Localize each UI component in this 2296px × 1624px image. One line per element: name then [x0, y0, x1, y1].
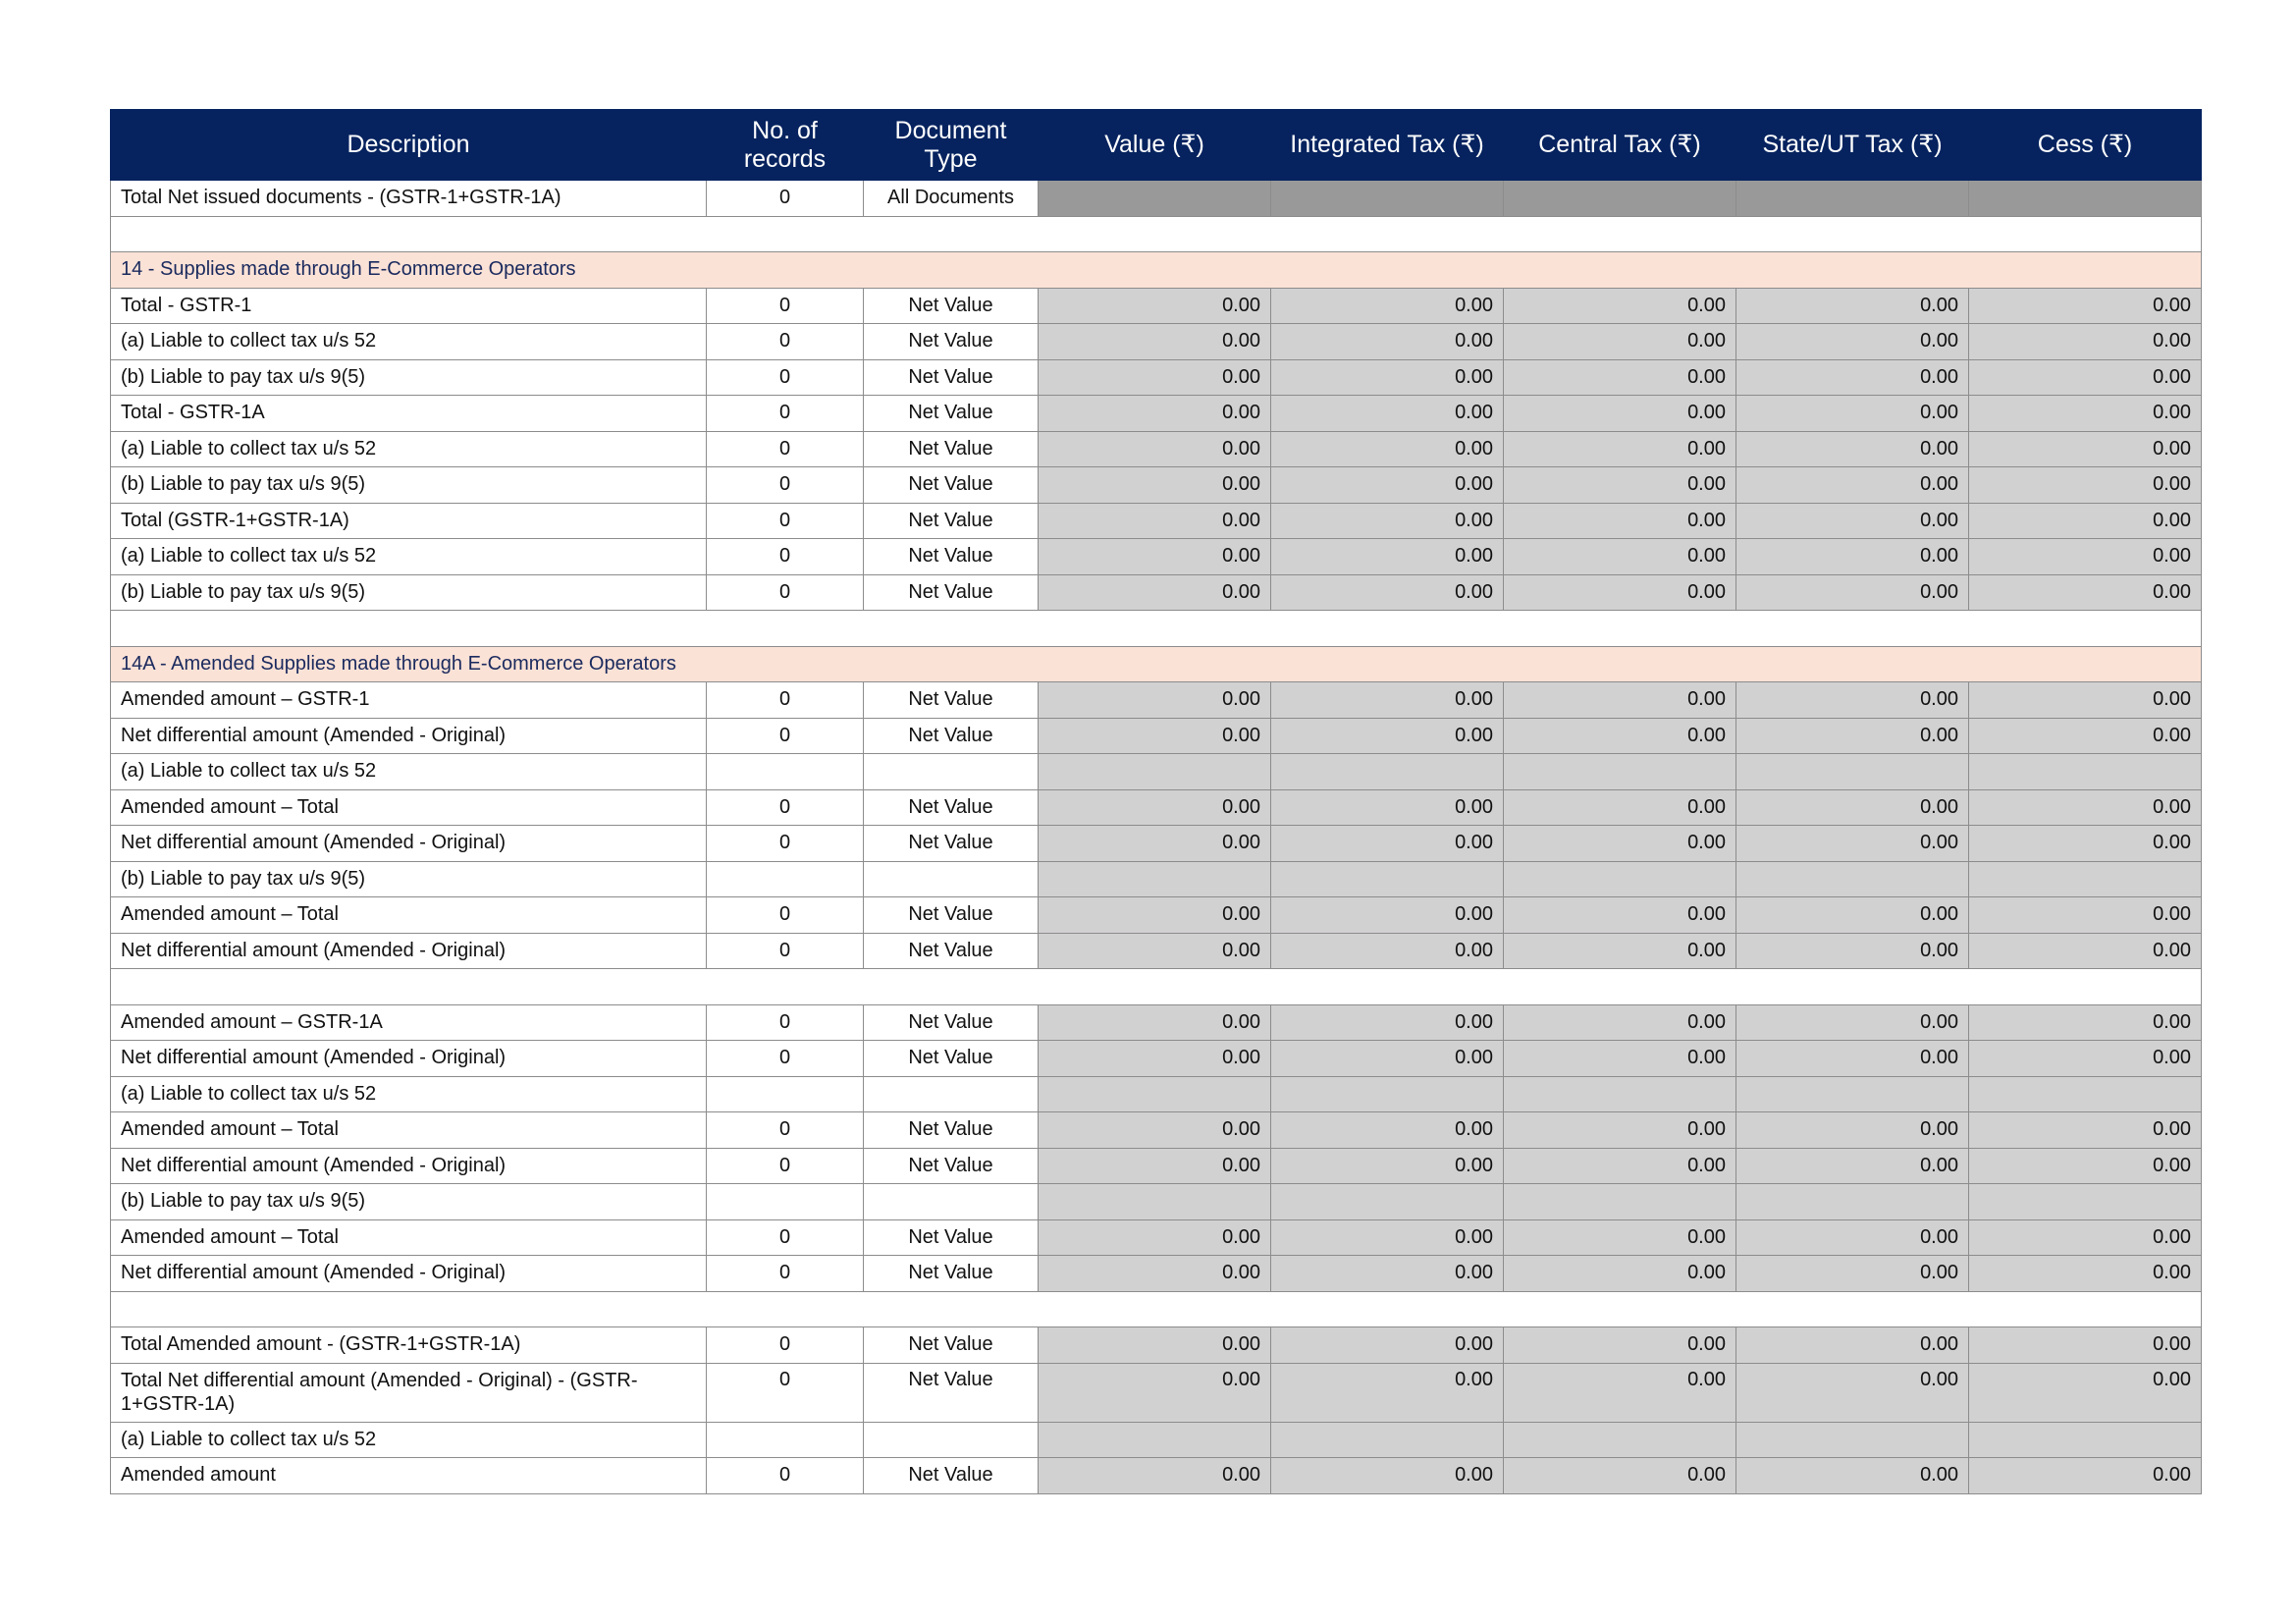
- row-central-tax: 0.00: [1504, 1327, 1736, 1364]
- row-state-ut-tax: [1736, 861, 1969, 897]
- row-integrated-tax: 0.00: [1271, 1148, 1504, 1184]
- row-state-ut-tax: 0.00: [1736, 1041, 1969, 1077]
- table-row: [111, 861, 2202, 897]
- row-records: 0: [707, 539, 864, 575]
- row-value: 0.00: [1039, 539, 1271, 575]
- row-value: 0.00: [1039, 1458, 1271, 1494]
- spacer-row: [111, 611, 2202, 647]
- row-document-type: [864, 1076, 1039, 1112]
- row-integrated-tax: 0.00: [1271, 359, 1504, 396]
- row-document-type: Net Value: [864, 789, 1039, 826]
- row-state-ut-tax: 0.00: [1736, 1219, 1969, 1256]
- row-records: 0: [707, 1112, 864, 1149]
- row-state-ut-tax: 0.00: [1736, 1327, 1969, 1364]
- row-description: Total Amended amount - (GSTR-1+GSTR-1A): [111, 1327, 707, 1364]
- row-description: Amended amount – Total: [111, 1219, 707, 1256]
- row-cess: 0.00: [1969, 1363, 2202, 1422]
- row-value: 0.00: [1039, 789, 1271, 826]
- row-central-tax: 0.00: [1504, 1219, 1736, 1256]
- row-integrated-tax: 0.00: [1271, 1041, 1504, 1077]
- row-central-tax: 0.00: [1504, 431, 1736, 467]
- row-value: 0.00: [1039, 396, 1271, 432]
- row-cess: 0.00: [1969, 826, 2202, 862]
- row-description: Amended amount – GSTR-1: [111, 682, 707, 719]
- row-state-ut-tax: 0.00: [1736, 897, 1969, 934]
- row-value: 0.00: [1039, 324, 1271, 360]
- row-value: 0.00: [1039, 574, 1271, 611]
- row-value: 0.00: [1039, 682, 1271, 719]
- row-records: 0: [707, 826, 864, 862]
- row-records: 0: [707, 1004, 864, 1041]
- row-description: Total - GSTR-1A: [111, 396, 707, 432]
- row-state-ut-tax: 0.00: [1736, 1363, 1969, 1422]
- row-integrated-tax: 0.00: [1271, 933, 1504, 969]
- row-description: Net differential amount (Amended - Original): [111, 826, 707, 862]
- row-integrated-tax: 0.00: [1271, 1256, 1504, 1292]
- row-state-ut-tax: 0.00: [1736, 933, 1969, 969]
- row-description: (a) Liable to collect tax u/s 52: [111, 324, 707, 360]
- row-document-type: Net Value: [864, 467, 1039, 504]
- row-value: 0.00: [1039, 1327, 1271, 1364]
- table-row: [111, 1112, 2202, 1149]
- row-document-type: [864, 754, 1039, 790]
- table-row: [111, 288, 2202, 324]
- table-row: [111, 1041, 2202, 1077]
- row-central-tax: [1504, 1076, 1736, 1112]
- row-central-tax: 0.00: [1504, 574, 1736, 611]
- row-cess: [1969, 1422, 2202, 1458]
- row-central-tax: 0.00: [1504, 1256, 1736, 1292]
- row-description: Total (GSTR-1+GSTR-1A): [111, 503, 707, 539]
- row-document-type: Net Value: [864, 1148, 1039, 1184]
- row-cess: 0.00: [1969, 467, 2202, 504]
- row-central-tax: 0.00: [1504, 359, 1736, 396]
- row-integrated-tax: 0.00: [1271, 396, 1504, 432]
- row-state-ut-tax: [1736, 181, 1969, 217]
- row-description: (a) Liable to collect tax u/s 52: [111, 539, 707, 575]
- row-central-tax: 0.00: [1504, 1041, 1736, 1077]
- row-state-ut-tax: [1736, 1422, 1969, 1458]
- table-row: [111, 324, 2202, 360]
- row-integrated-tax: 0.00: [1271, 503, 1504, 539]
- row-records: 0: [707, 718, 864, 754]
- row-value: [1039, 861, 1271, 897]
- row-cess: 0.00: [1969, 1148, 2202, 1184]
- row-cess: 0.00: [1969, 682, 2202, 719]
- row-integrated-tax: 0.00: [1271, 324, 1504, 360]
- row-cess: 0.00: [1969, 574, 2202, 611]
- spacer-row: [111, 969, 2202, 1005]
- table-row: [111, 933, 2202, 969]
- row-integrated-tax: 0.00: [1271, 789, 1504, 826]
- row-integrated-tax: 0.00: [1271, 574, 1504, 611]
- row-description: Amended amount – GSTR-1A: [111, 1004, 707, 1041]
- row-description: (b) Liable to pay tax u/s 9(5): [111, 467, 707, 504]
- row-description: (a) Liable to collect tax u/s 52: [111, 1076, 707, 1112]
- row-records: [707, 1184, 864, 1220]
- row-document-type: Net Value: [864, 1458, 1039, 1494]
- table-row: [111, 789, 2202, 826]
- row-document-type: All Documents: [864, 181, 1039, 217]
- row-state-ut-tax: 0.00: [1736, 1004, 1969, 1041]
- spacer-cell: [111, 969, 2202, 1005]
- row-central-tax: 0.00: [1504, 826, 1736, 862]
- row-integrated-tax: 0.00: [1271, 897, 1504, 934]
- row-cess: 0.00: [1969, 324, 2202, 360]
- row-value: 0.00: [1039, 1041, 1271, 1077]
- row-description: Net differential amount (Amended - Original): [111, 718, 707, 754]
- row-value: 0.00: [1039, 1256, 1271, 1292]
- table-row: [111, 897, 2202, 934]
- row-description: (b) Liable to pay tax u/s 9(5): [111, 861, 707, 897]
- table-row: [111, 1219, 2202, 1256]
- row-cess: 0.00: [1969, 431, 2202, 467]
- row-value: 0.00: [1039, 826, 1271, 862]
- row-document-type: [864, 861, 1039, 897]
- row-state-ut-tax: 0.00: [1736, 1256, 1969, 1292]
- row-central-tax: 0.00: [1504, 682, 1736, 719]
- row-document-type: [864, 1422, 1039, 1458]
- row-value: [1039, 1184, 1271, 1220]
- row-document-type: Net Value: [864, 1041, 1039, 1077]
- row-cess: 0.00: [1969, 503, 2202, 539]
- row-integrated-tax: [1271, 181, 1504, 217]
- row-records: 0: [707, 1363, 864, 1422]
- row-records: 0: [707, 503, 864, 539]
- row-records: 0: [707, 431, 864, 467]
- row-state-ut-tax: [1736, 1076, 1969, 1112]
- row-central-tax: 0.00: [1504, 539, 1736, 575]
- row-records: 0: [707, 467, 864, 504]
- row-state-ut-tax: 0.00: [1736, 539, 1969, 575]
- row-cess: 0.00: [1969, 1004, 2202, 1041]
- row-central-tax: [1504, 1184, 1736, 1220]
- table-body: [111, 181, 2202, 1494]
- row-document-type: Net Value: [864, 1363, 1039, 1422]
- row-state-ut-tax: 0.00: [1736, 1458, 1969, 1494]
- row-central-tax: [1504, 1422, 1736, 1458]
- row-description: Total - GSTR-1: [111, 288, 707, 324]
- row-integrated-tax: [1271, 861, 1504, 897]
- row-description: (a) Liable to collect tax u/s 52: [111, 431, 707, 467]
- row-value: 0.00: [1039, 718, 1271, 754]
- row-central-tax: 0.00: [1504, 1363, 1736, 1422]
- row-integrated-tax: 0.00: [1271, 1219, 1504, 1256]
- row-cess: [1969, 754, 2202, 790]
- row-records: [707, 754, 864, 790]
- row-document-type: Net Value: [864, 682, 1039, 719]
- section-title: 14A - Amended Supplies made through E-Commerce Operators: [111, 646, 2202, 682]
- header-description: Description: [111, 110, 707, 181]
- table-row: [111, 431, 2202, 467]
- row-records: 0: [707, 1041, 864, 1077]
- row-description: (a) Liable to collect tax u/s 52: [111, 1422, 707, 1458]
- row-cess: 0.00: [1969, 288, 2202, 324]
- row-state-ut-tax: 0.00: [1736, 288, 1969, 324]
- row-cess: 0.00: [1969, 359, 2202, 396]
- row-cess: [1969, 1076, 2202, 1112]
- row-records: 0: [707, 1458, 864, 1494]
- table-row: [111, 574, 2202, 611]
- row-document-type: Net Value: [864, 718, 1039, 754]
- row-records: 0: [707, 933, 864, 969]
- table-row: [111, 467, 2202, 504]
- row-description: Amended amount – Total: [111, 897, 707, 934]
- row-value: 0.00: [1039, 1219, 1271, 1256]
- table-row: [111, 1422, 2202, 1458]
- table-row: [111, 359, 2202, 396]
- row-cess: 0.00: [1969, 1327, 2202, 1364]
- row-records: [707, 861, 864, 897]
- row-records: 0: [707, 897, 864, 934]
- row-value: 0.00: [1039, 1148, 1271, 1184]
- header-state-ut-tax: State/UT Tax (₹): [1736, 110, 1969, 181]
- row-central-tax: 0.00: [1504, 396, 1736, 432]
- row-state-ut-tax: 0.00: [1736, 718, 1969, 754]
- row-description: Net differential amount (Amended - Original): [111, 1041, 707, 1077]
- row-central-tax: 0.00: [1504, 467, 1736, 504]
- row-records: 0: [707, 1256, 864, 1292]
- row-integrated-tax: 0.00: [1271, 431, 1504, 467]
- row-value: 0.00: [1039, 1363, 1271, 1422]
- row-central-tax: 0.00: [1504, 1004, 1736, 1041]
- spacer-cell: [111, 1291, 2202, 1327]
- row-document-type: Net Value: [864, 359, 1039, 396]
- row-value: 0.00: [1039, 1004, 1271, 1041]
- row-cess: 0.00: [1969, 897, 2202, 934]
- table-row: [111, 826, 2202, 862]
- row-integrated-tax: 0.00: [1271, 1004, 1504, 1041]
- row-description: Total Net issued documents - (GSTR-1+GSTR-1A): [111, 181, 707, 217]
- row-document-type: Net Value: [864, 1219, 1039, 1256]
- row-value: [1039, 181, 1271, 217]
- row-records: 0: [707, 789, 864, 826]
- row-cess: 0.00: [1969, 1458, 2202, 1494]
- table-row: [111, 1256, 2202, 1292]
- row-state-ut-tax: 0.00: [1736, 359, 1969, 396]
- row-integrated-tax: 0.00: [1271, 1458, 1504, 1494]
- row-cess: 0.00: [1969, 539, 2202, 575]
- table-row: [111, 539, 2202, 575]
- row-records: [707, 1422, 864, 1458]
- row-integrated-tax: 0.00: [1271, 826, 1504, 862]
- spacer-cell: [111, 216, 2202, 252]
- row-document-type: Net Value: [864, 288, 1039, 324]
- row-integrated-tax: 0.00: [1271, 1112, 1504, 1149]
- row-value: 0.00: [1039, 897, 1271, 934]
- row-cess: 0.00: [1969, 789, 2202, 826]
- row-central-tax: 0.00: [1504, 503, 1736, 539]
- row-state-ut-tax: 0.00: [1736, 503, 1969, 539]
- table-row: [111, 1458, 2202, 1494]
- row-document-type: Net Value: [864, 1327, 1039, 1364]
- row-records: 0: [707, 1148, 864, 1184]
- row-integrated-tax: [1271, 1184, 1504, 1220]
- row-cess: [1969, 181, 2202, 217]
- section-title: 14 - Supplies made through E-Commerce Operators: [111, 252, 2202, 289]
- row-document-type: Net Value: [864, 1004, 1039, 1041]
- row-description: Total Net differential amount (Amended - Original) - (GSTR-1+GSTR-1A): [111, 1363, 707, 1422]
- section-header-row: [111, 646, 2202, 682]
- row-cess: 0.00: [1969, 718, 2202, 754]
- row-document-type: Net Value: [864, 1112, 1039, 1149]
- row-central-tax: 0.00: [1504, 1458, 1736, 1494]
- row-integrated-tax: 0.00: [1271, 718, 1504, 754]
- row-value: [1039, 1076, 1271, 1112]
- row-cess: 0.00: [1969, 396, 2202, 432]
- row-integrated-tax: 0.00: [1271, 1327, 1504, 1364]
- row-value: 0.00: [1039, 431, 1271, 467]
- row-value: 0.00: [1039, 933, 1271, 969]
- row-description: (b) Liable to pay tax u/s 9(5): [111, 359, 707, 396]
- table-row: [111, 1363, 2202, 1422]
- table-row: [111, 1148, 2202, 1184]
- row-records: 0: [707, 324, 864, 360]
- row-value: 0.00: [1039, 1112, 1271, 1149]
- row-description: Net differential amount (Amended - Original): [111, 1256, 707, 1292]
- table-row: [111, 1184, 2202, 1220]
- row-document-type: [864, 1184, 1039, 1220]
- row-state-ut-tax: 0.00: [1736, 574, 1969, 611]
- header-cess: Cess (₹): [1969, 110, 2202, 181]
- row-cess: 0.00: [1969, 1041, 2202, 1077]
- row-central-tax: 0.00: [1504, 324, 1736, 360]
- row-document-type: Net Value: [864, 503, 1039, 539]
- row-central-tax: 0.00: [1504, 897, 1736, 934]
- spacer-row: [111, 216, 2202, 252]
- row-records: 0: [707, 288, 864, 324]
- row-records: 0: [707, 682, 864, 719]
- row-document-type: Net Value: [864, 897, 1039, 934]
- row-document-type: Net Value: [864, 574, 1039, 611]
- row-integrated-tax: 0.00: [1271, 1363, 1504, 1422]
- row-records: 0: [707, 181, 864, 217]
- row-state-ut-tax: 0.00: [1736, 682, 1969, 719]
- row-description: Net differential amount (Amended - Original): [111, 933, 707, 969]
- section-header-row: [111, 252, 2202, 289]
- row-central-tax: 0.00: [1504, 288, 1736, 324]
- row-integrated-tax: [1271, 754, 1504, 790]
- row-records: 0: [707, 1327, 864, 1364]
- row-central-tax: 0.00: [1504, 1112, 1736, 1149]
- table-row: [111, 754, 2202, 790]
- row-state-ut-tax: 0.00: [1736, 324, 1969, 360]
- row-document-type: Net Value: [864, 324, 1039, 360]
- row-records: [707, 1076, 864, 1112]
- row-records: 0: [707, 396, 864, 432]
- header-central-tax: Central Tax (₹): [1504, 110, 1736, 181]
- header-row: [111, 110, 2202, 181]
- row-description: Net differential amount (Amended - Original): [111, 1148, 707, 1184]
- row-integrated-tax: [1271, 1422, 1504, 1458]
- row-description: (b) Liable to pay tax u/s 9(5): [111, 1184, 707, 1220]
- row-cess: [1969, 1184, 2202, 1220]
- row-cess: 0.00: [1969, 1112, 2202, 1149]
- row-document-type: Net Value: [864, 826, 1039, 862]
- row-integrated-tax: 0.00: [1271, 682, 1504, 719]
- row-integrated-tax: [1271, 1076, 1504, 1112]
- row-cess: 0.00: [1969, 1219, 2202, 1256]
- row-state-ut-tax: 0.00: [1736, 1112, 1969, 1149]
- header-records: No. of records: [707, 110, 864, 181]
- row-value: [1039, 1422, 1271, 1458]
- row-state-ut-tax: 0.00: [1736, 826, 1969, 862]
- row-cess: [1969, 861, 2202, 897]
- row-records: 0: [707, 1219, 864, 1256]
- header-integrated-tax: Integrated Tax (₹): [1271, 110, 1504, 181]
- row-central-tax: [1504, 861, 1736, 897]
- table-row: [111, 503, 2202, 539]
- spacer-cell: [111, 611, 2202, 647]
- header-value: Value (₹): [1039, 110, 1271, 181]
- row-description: Amended amount – Total: [111, 789, 707, 826]
- row-document-type: Net Value: [864, 396, 1039, 432]
- table-row: [111, 1076, 2202, 1112]
- row-state-ut-tax: 0.00: [1736, 789, 1969, 826]
- table-row: [111, 1327, 2202, 1364]
- row-integrated-tax: 0.00: [1271, 467, 1504, 504]
- row-integrated-tax: 0.00: [1271, 539, 1504, 575]
- row-value: 0.00: [1039, 288, 1271, 324]
- row-cess: 0.00: [1969, 933, 2202, 969]
- row-document-type: Net Value: [864, 539, 1039, 575]
- row-description: (b) Liable to pay tax u/s 9(5): [111, 574, 707, 611]
- row-state-ut-tax: 0.00: [1736, 431, 1969, 467]
- row-state-ut-tax: 0.00: [1736, 1148, 1969, 1184]
- row-state-ut-tax: [1736, 754, 1969, 790]
- row-description: (a) Liable to collect tax u/s 52: [111, 754, 707, 790]
- row-document-type: Net Value: [864, 1256, 1039, 1292]
- row-state-ut-tax: 0.00: [1736, 396, 1969, 432]
- row-document-type: Net Value: [864, 431, 1039, 467]
- row-value: 0.00: [1039, 359, 1271, 396]
- row-records: 0: [707, 359, 864, 396]
- row-document-type: Net Value: [864, 933, 1039, 969]
- row-value: 0.00: [1039, 503, 1271, 539]
- table-row: [111, 682, 2202, 719]
- header-document-type: Document Type: [864, 110, 1039, 181]
- row-central-tax: [1504, 181, 1736, 217]
- ecommerce-supplies-table: [110, 109, 2202, 1494]
- row-value: 0.00: [1039, 467, 1271, 504]
- row-description: Amended amount – Total: [111, 1112, 707, 1149]
- row-central-tax: [1504, 754, 1736, 790]
- table-row: [111, 1004, 2202, 1041]
- spacer-row: [111, 1291, 2202, 1327]
- row-cess: 0.00: [1969, 1256, 2202, 1292]
- row-state-ut-tax: 0.00: [1736, 467, 1969, 504]
- row-central-tax: 0.00: [1504, 789, 1736, 826]
- row-central-tax: 0.00: [1504, 1148, 1736, 1184]
- row-description: Amended amount: [111, 1458, 707, 1494]
- table-row: [111, 718, 2202, 754]
- table-row: [111, 181, 2202, 217]
- row-integrated-tax: 0.00: [1271, 288, 1504, 324]
- row-records: 0: [707, 574, 864, 611]
- row-state-ut-tax: [1736, 1184, 1969, 1220]
- row-value: [1039, 754, 1271, 790]
- row-central-tax: 0.00: [1504, 933, 1736, 969]
- table-row: [111, 396, 2202, 432]
- row-central-tax: 0.00: [1504, 718, 1736, 754]
